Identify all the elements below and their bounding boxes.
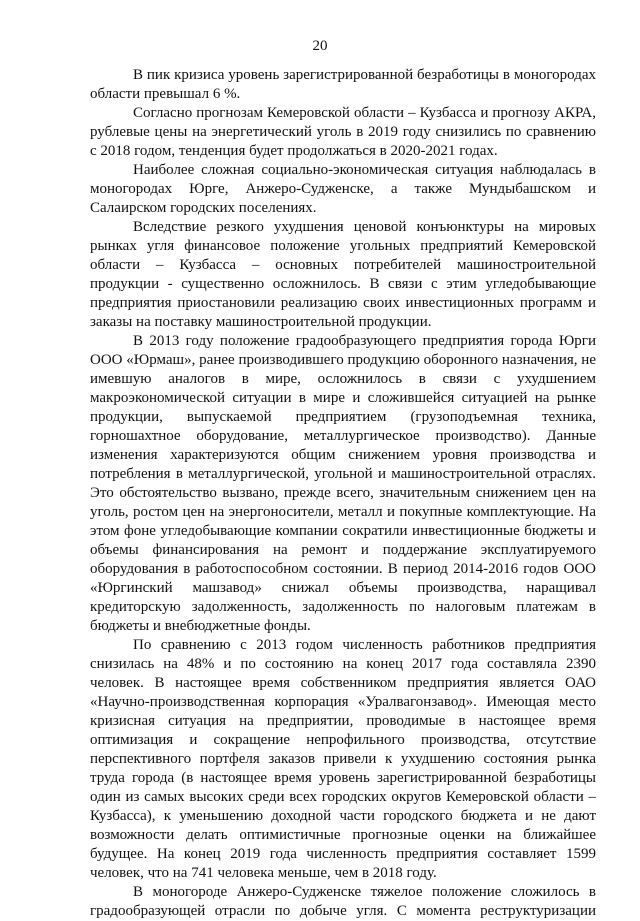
paragraph-coal-prices: Согласно прогнозам Кемеровской области – Кузбасса и прогнозу АКРА, рублевые цены на энергетический уголь в 2019 году снизились по сравнению с 2018 годом, тенденция будет продолжаться в 2020-2021 годах.: [90, 105, 596, 159]
paragraph-unemployment: В пик кризиса уровень зарегистрированной безработицы в моногородах области превышал 6 %.: [90, 67, 596, 102]
page-number: 20: [312, 38, 328, 54]
document-body: [90, 66, 596, 921]
paragraph-monotowns: Наиболее сложная социально-экономическая ситуация наблюдалась в моногородах Юрге, Анжеро-Судженске, а также Мундыбашском и Салаирском городских поселениях.: [90, 162, 596, 216]
paragraph-workforce: По сравнению с 2013 годом численность работников предприятия снизилась на 48% и по состоянию на конец 2017 года составляла 2390 человек. В настоящее время собственником предприятия является ОАО «Научно-производственная корпорация «Уралвагонзавод». Имеющая место кризисная ситуация на предприятии, проводимые в настоящее время оптимизация и сокращение непрофильного производства, отсутствие перспективного портфеля заказов привели к ухудшению состояния рынка труда города (в настоящее время уровень зарегистрированной безработицы один из самых высоких среди всех городских округов Кемеровской области – Кузбасса), к уменьшению доходной части городского бюджета и не дают возможности делать оптимистичные прогнозные оценки на ближайшее будущее. На конец 2019 года численность предприятия составляет 1599 человек, что на 741 человека меньше, чем в 2018 году.: [90, 637, 596, 881]
paragraph-anzhero-sudzhensk: В моногороде Анжеро-Судженске тяжелое положение сложилось в градообразующей отрасли по добыче угля. С момента реструктуризации: [90, 884, 596, 919]
paragraph-yurmash: В 2013 году положение градообразующего предприятия города Юрги ООО «Юрмаш», ранее производившего продукцию оборонного назначения, не имевшую аналогов в мире, осложнилось в связи с ухудшением макроэкономической ситуации в мире и сложившейся ситуацией на рынке продукции, выпускаемой предприятием (грузоподъемная техника, горношахтное оборудование, металлургическое производство). Данные изменения характеризуются общим снижением уровня производства и потребления в металлургической, угольной и машиностроительной отраслях. Это обстоятельство вызвано, прежде всего, значительным снижением цен на уголь, ростом цен на энергоносители, металл и покупные комплектующие. На этом фоне угледобывающие компании сократили инвестиционные бюджеты и объемы финансирования на ремонт и поддержание эксплуатируемого оборудования в работоспособном состоянии. В период 2014-2016 годов ООО «Юргинский машзавод» снижал объемы производства, наращивал кредиторскую задолженность, задолженность по налоговым платежам в бюджеты и внебюджетные фонды.: [90, 333, 596, 634]
paragraph-coal-market: Вследствие резкого ухудшения ценовой конъюнктуры на мировых рынках угля финансовое положение угольных предприятий Кемеровской области – Кузбасса – основных потребителей машиностроительной продукции - существенно осложнилось. В связи с этим угледобывающие предприятия приостановили реализацию своих инвестиционных программ и заказы на поставку машиностроительной продукции.: [90, 219, 596, 330]
